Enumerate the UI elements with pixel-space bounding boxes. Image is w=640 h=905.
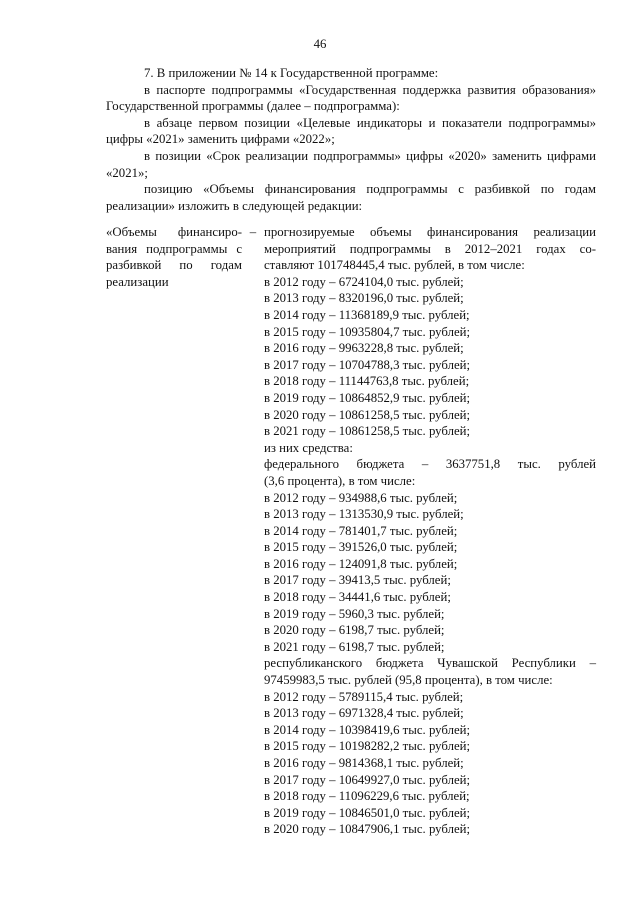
value-line: в 2018 году – 11096229,6 тыс. рублей; xyxy=(264,789,470,804)
value-line: в 2018 году – 11144763,8 тыс. рублей; xyxy=(264,374,470,389)
intro-paragraph-4: в позиции «Срок реализации подпрограммы» цифры «2020» заменить цифрами «2021»; xyxy=(106,148,596,180)
value-line: в 2019 году – 5960,3 тыс. рублей; xyxy=(264,606,445,621)
value-line: в 2017 году – 10704788,3 тыс. рублей; xyxy=(264,357,471,372)
value-line: 97459983,5 тыс. рублей (95,8 процента), в том числе: xyxy=(264,673,553,688)
position-label-line: вания подпрограммы с xyxy=(106,241,242,256)
value-line: в 2012 году – 6724104,0 тыс. рублей; xyxy=(264,274,464,289)
value-line: в 2020 году – 10861258,5 тыс. рублей; xyxy=(264,407,471,422)
value-line: из них средства: xyxy=(264,440,353,455)
value-line: республиканского бюджета Чувашской Республики – xyxy=(264,656,596,671)
value-line: в 2014 году – 10398419,6 тыс. рублей; xyxy=(264,722,471,737)
value-line: в 2016 году – 9963228,8 тыс. рублей; xyxy=(264,341,464,356)
value-line: в 2014 году – 781401,7 тыс. рублей; xyxy=(264,523,458,538)
value-line: в 2014 году – 11368189,9 тыс. рублей; xyxy=(264,307,470,322)
value-line: в 2015 году – 10198282,2 тыс. рублей; xyxy=(264,739,471,754)
financing-row xyxy=(106,224,596,838)
position-label-line: разбивкой по годам xyxy=(106,258,242,273)
value-line: в 2016 году – 124091,8 тыс. рублей; xyxy=(264,556,458,571)
value-line: в 2015 году – 10935804,7 тыс. рублей; xyxy=(264,324,471,339)
value-line: в 2019 году – 10864852,9 тыс. рублей; xyxy=(264,390,471,405)
value-line: в 2013 году – 8320196,0 тыс. рублей; xyxy=(264,291,464,306)
value-line: в 2019 году – 10846501,0 тыс. рублей; xyxy=(264,805,471,820)
position-dash: – xyxy=(249,225,257,239)
position-label xyxy=(106,224,242,838)
financing-table xyxy=(106,224,596,838)
value-line: в 2020 году – 6198,7 тыс. рублей; xyxy=(264,623,445,638)
intro-paragraph-3: в абзаце первом позиции «Целевые индикаторы и показатели подпрограммы» цифры «2021» заменить цифрами «2022»; xyxy=(106,115,596,147)
value-line: в 2012 году – 934988,6 тыс. рублей; xyxy=(264,490,458,505)
intro-paragraph-2: в паспорте подпрограммы «Государственная поддержка развития образования» Государственной программы (далее – подпрограмма): xyxy=(106,82,596,114)
page-number: 46 xyxy=(313,37,327,51)
value-line: ставляют 101748445,4 тыс. рублей, в том числе: xyxy=(264,258,525,273)
amendment-intro xyxy=(106,65,596,214)
value-line: мероприятий подпрограммы в 2012–2021 годах со- xyxy=(264,241,596,256)
position-value xyxy=(264,224,596,838)
value-line: в 2013 году – 6971328,4 тыс. рублей; xyxy=(264,706,464,721)
value-line: (3,6 процента), в том числе: xyxy=(264,473,416,488)
value-line: в 2015 году – 391526,0 тыс. рублей; xyxy=(264,540,458,555)
value-line: в 2017 году – 10649927,0 тыс. рублей; xyxy=(264,772,471,787)
value-line: федерального бюджета – 3637751,8 тыс. рублей xyxy=(264,457,596,472)
value-line: в 2021 году – 10861258,5 тыс. рублей; xyxy=(264,424,471,439)
intro-paragraph-5: позицию «Объемы финансирования подпрограммы с разбивкой по годам реализации» изложить в следующей редакции: xyxy=(106,182,596,213)
intro-paragraph-1: 7. В приложении № 14 к Государственной программе: xyxy=(144,66,439,80)
value-line: в 2012 году – 5789115,4 тыс. рублей; xyxy=(264,689,464,704)
value-line: в 2013 году – 1313530,9 тыс. рублей; xyxy=(264,507,464,522)
value-line: в 2017 году – 39413,5 тыс. рублей; xyxy=(264,573,451,588)
value-line: прогнозируемые объемы финансирования реализации xyxy=(264,225,596,239)
position-label-line: «Объемы финансиро- xyxy=(106,225,242,239)
value-line: в 2018 году – 34441,6 тыс. рублей; xyxy=(264,590,451,605)
value-line: в 2021 году – 6198,7 тыс. рублей; xyxy=(264,639,445,654)
position-label-line: реализации xyxy=(106,274,169,289)
value-line: в 2016 году – 9814368,1 тыс. рублей; xyxy=(264,756,464,770)
value-line: в 2020 году – 10847906,1 тыс. рублей; xyxy=(264,822,471,837)
